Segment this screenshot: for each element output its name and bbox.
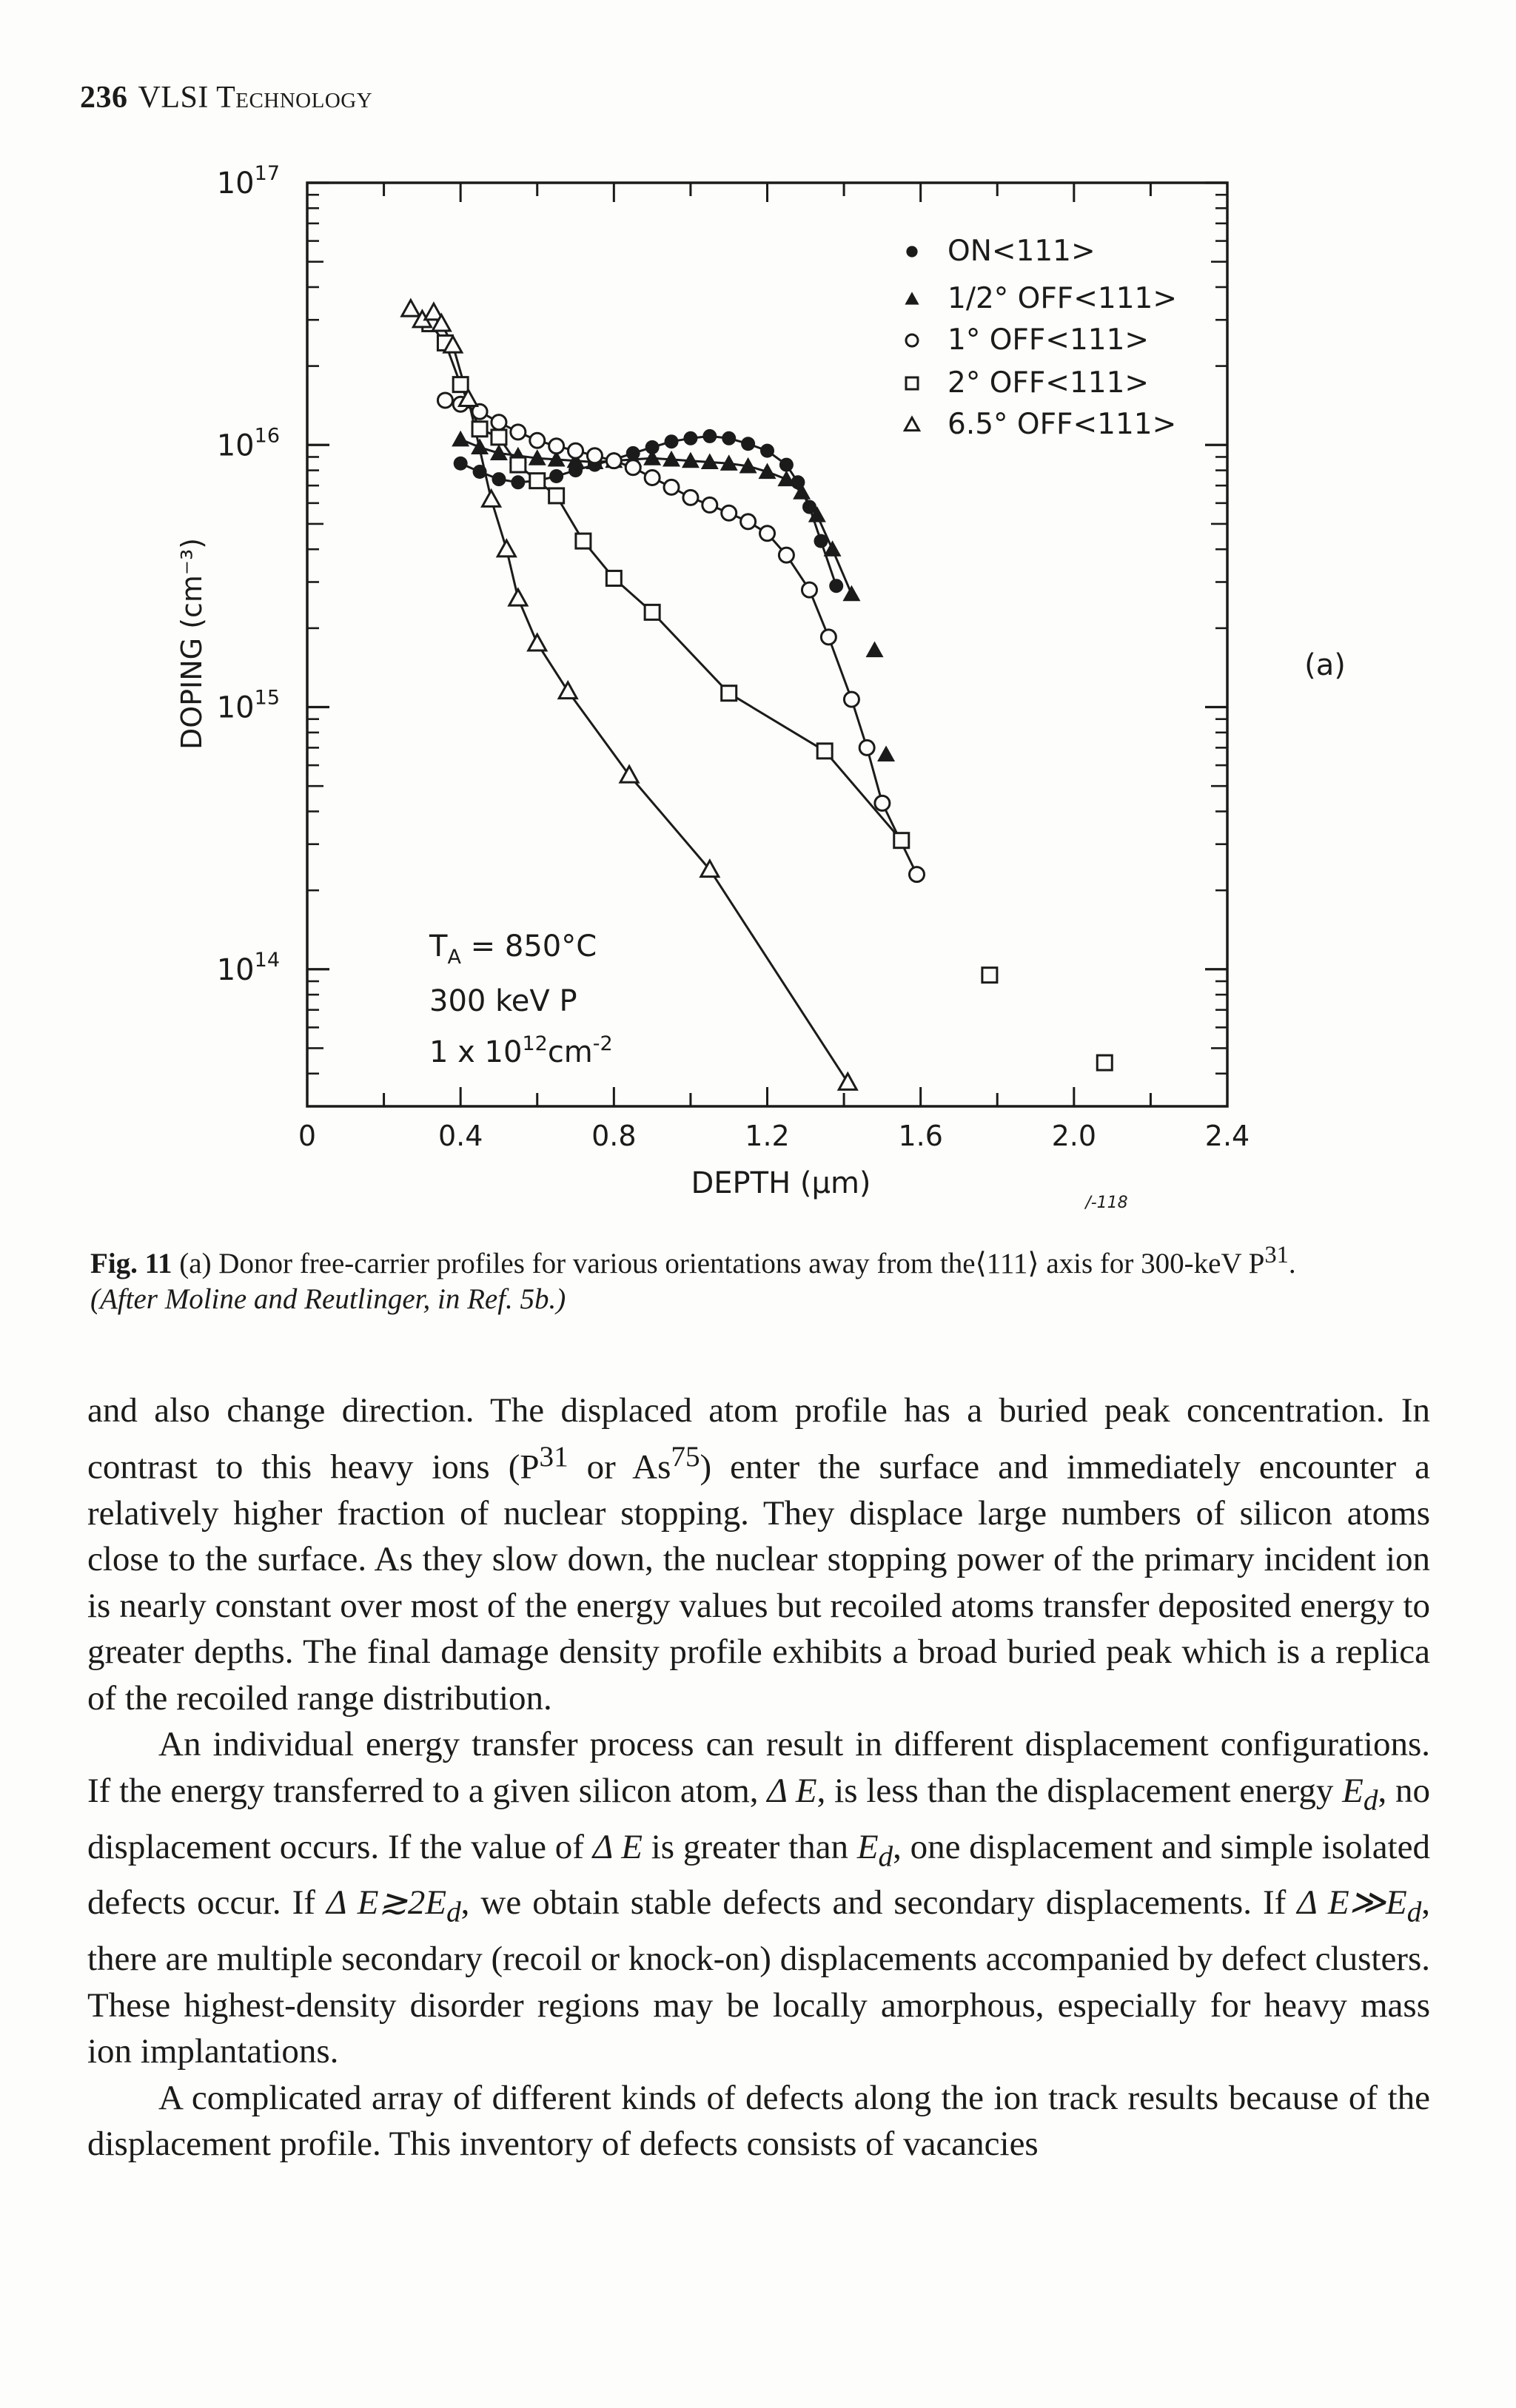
data-point-half-deg-off	[842, 585, 860, 602]
caption-orientation: ⟨111⟩	[975, 1248, 1039, 1279]
x-tick-label: 0.8	[591, 1120, 637, 1152]
x-tick-label: 1.6	[898, 1120, 943, 1152]
data-point-1deg-off	[722, 505, 737, 520]
data-point-1deg-off	[437, 393, 452, 408]
data-point-half-deg-off	[877, 745, 895, 761]
legend-marker	[906, 246, 917, 257]
data-point-1deg-off	[821, 630, 836, 645]
data-point-6p5deg-off	[509, 590, 527, 606]
y-tick-label: $10^{14}$	[216, 948, 280, 987]
p2-text-a: An individual energy transfer process can result in different displacement configurations. If the energy transferred to a given silicon atom,	[87, 1725, 1430, 1810]
data-point-1deg-off	[549, 439, 564, 454]
data-point-on-111	[511, 475, 525, 489]
data-point-half-deg-off	[452, 431, 469, 447]
legend-label: 1/2° OFF<111>	[948, 282, 1178, 315]
data-point-1deg-off	[625, 460, 640, 475]
data-point-6p5deg-off	[529, 634, 546, 650]
p2-text-g: , there are multiple secondary (recoil or knock-on) displacements accompanied by defect clusters. These highest-density disorder regions may be locally amorphous, especially for heavy mass ion implantations.	[87, 1883, 1431, 2071]
data-point-1deg-off	[664, 480, 679, 494]
x-tick-label: 0.4	[437, 1120, 483, 1152]
p2-ed-2-sub: d	[878, 1840, 893, 1872]
x-tick-label: 2.0	[1051, 1120, 1097, 1152]
data-point-2deg-off	[1097, 1055, 1112, 1070]
data-point-2deg-off	[549, 488, 564, 503]
legend-label: 6.5° OFF<111>	[948, 408, 1177, 441]
p1-sup-1: 31	[539, 1440, 568, 1473]
y-axis-title: DOPING (cm⁻³)	[175, 537, 208, 750]
legend-marker	[905, 292, 919, 304]
data-point-1deg-off	[779, 548, 794, 562]
p2-ed-1-sub: d	[1363, 1784, 1378, 1817]
caption-source: (After Moline and Reutlinger, in Ref. 5b.)	[90, 1283, 566, 1315]
data-point-1deg-off	[802, 582, 816, 597]
x-tick-label: 0	[298, 1120, 317, 1152]
data-point-1deg-off	[909, 867, 924, 882]
data-point-2deg-off	[817, 744, 832, 759]
data-point-on-111	[760, 444, 774, 458]
legend-marker	[905, 417, 919, 430]
data-point-1deg-off	[492, 415, 506, 430]
data-point-1deg-off	[760, 526, 775, 541]
data-point-on-111	[779, 458, 794, 472]
chart-legend	[905, 235, 1177, 441]
panel-label: (a)	[1304, 648, 1346, 682]
data-point-1deg-off	[702, 497, 717, 512]
p2-relation-1: Δ E≳2E	[326, 1883, 447, 1923]
corner-mark: /-118	[1085, 1194, 1128, 1212]
x-tick-label: 2.4	[1204, 1120, 1250, 1152]
p2-text-f: , we obtain stable defects and secondary displacements. If	[460, 1883, 1298, 1923]
data-point-6p5deg-off	[559, 682, 577, 699]
figure-caption	[90, 1237, 1452, 1317]
data-point-6p5deg-off	[497, 540, 515, 556]
data-point-1deg-off	[606, 454, 621, 468]
data-point-1deg-off	[511, 425, 526, 440]
condition-energy: 300 keV P	[429, 984, 577, 1018]
x-axis-title: DEPTH (μm)	[691, 1166, 871, 1200]
data-point-2deg-off	[511, 457, 526, 472]
p2-text-b: , is less than the displacement energy	[816, 1771, 1343, 1810]
data-point-1deg-off	[844, 692, 859, 707]
data-point-2deg-off	[982, 968, 997, 983]
data-point-1deg-off	[530, 433, 545, 448]
data-point-6p5deg-off	[483, 491, 500, 507]
p2-relation-1-sub: d	[446, 1896, 461, 1928]
data-point-on-111	[741, 437, 755, 451]
legend-marker	[906, 334, 918, 346]
p2-delta-e-2: Δ E	[592, 1827, 643, 1866]
data-point-6p5deg-off	[402, 300, 420, 317]
p2-ed-1: E	[1342, 1771, 1364, 1810]
data-point-2deg-off	[645, 605, 660, 619]
data-point-1deg-off	[741, 514, 756, 529]
paragraph-2	[87, 1721, 1430, 2075]
legend-label: ON<111>	[948, 235, 1096, 268]
data-point-on-111	[665, 434, 679, 448]
data-point-2deg-off	[472, 422, 487, 437]
p1-text-c: ) enter the surface and immediately encounter a relatively higher fraction of nuclear stopping. They displace large numbers of silicon atoms close to the surface. As they slow down, the nuclear stopping power of the primary incident ion is nearly constant over most of the energy values but recoiled atoms transfer deposited energy to greater depths. The final damage density profile exhibits a broad buried peak which is a replica of the recoiled range distribution.	[87, 1447, 1430, 1718]
data-point-2deg-off	[722, 686, 737, 701]
data-point-2deg-off	[492, 430, 506, 445]
data-point-on-111	[549, 469, 563, 483]
condition-dose: 1 x $10^{12}cm^{-2}$	[429, 1032, 613, 1069]
p2-text-e: , one displacement and simple isolated defects occur. If	[87, 1827, 1430, 1923]
data-point-on-111	[454, 457, 468, 471]
caption-isotope: 31	[1264, 1242, 1289, 1268]
data-point-on-111	[492, 472, 506, 486]
p2-delta-e-1: Δ E	[767, 1771, 817, 1810]
data-point-on-111	[702, 429, 717, 443]
y-tick-label: $10^{17}$	[216, 162, 280, 201]
data-point-on-111	[683, 431, 697, 445]
data-point-1deg-off	[568, 443, 583, 458]
data-point-1deg-off	[645, 471, 660, 485]
legend-marker	[906, 377, 918, 389]
data-point-6p5deg-off	[839, 1074, 856, 1090]
axis-labels	[175, 162, 1346, 1212]
data-point-2deg-off	[576, 534, 591, 548]
p2-ed-2: E	[856, 1827, 879, 1866]
data-point-2deg-off	[606, 571, 621, 585]
data-point-on-111	[814, 534, 828, 548]
p2-relation-2-sub: d	[1406, 1896, 1422, 1928]
data-point-on-111	[473, 465, 487, 479]
data-point-1deg-off	[859, 740, 874, 755]
data-point-2deg-off	[530, 474, 545, 488]
data-point-half-deg-off	[471, 438, 489, 454]
data-point-on-111	[829, 579, 843, 593]
p2-text-c: , no displacement occurs. If the value of	[87, 1771, 1431, 1866]
y-tick-label: $10^{16}$	[216, 424, 280, 463]
paragraph-1	[87, 1388, 1430, 1721]
journal-title: VLSI Technology	[138, 81, 373, 115]
x-tick-label: 1.2	[745, 1120, 790, 1152]
p1-sup-2: 75	[671, 1440, 700, 1473]
data-point-half-deg-off	[643, 449, 661, 465]
data-point-1deg-off	[683, 490, 698, 505]
caption-text-3: .	[1288, 1248, 1296, 1279]
p1-text-b: or As	[568, 1447, 671, 1487]
legend-label: 2° OFF<111>	[948, 366, 1150, 400]
data-point-on-111	[722, 431, 736, 445]
data-point-2deg-off	[453, 377, 468, 392]
caption-text-2: axis for 300-keV P	[1039, 1248, 1265, 1279]
data-point-half-deg-off	[866, 641, 884, 657]
caption-text-1: (a) Donor free-carrier profiles for various orientations away from the	[172, 1248, 976, 1279]
p2-relation-2: Δ E≫E	[1297, 1883, 1407, 1923]
body-text	[87, 1388, 1430, 2167]
condition-temperature: $T_A = 850^\circ C$	[429, 929, 597, 969]
p1-text-a: and also change direction. The displaced atom profile has a buried peak concentration. In contrast to this heavy ions (P	[87, 1391, 1430, 1487]
paragraph-3: A complicated array of different kinds of defects along the ion track results because of the displacement profile. This inventory of defects consists of vacancies	[87, 2078, 1430, 2164]
p2-text-d: is greater than	[642, 1827, 857, 1866]
data-point-1deg-off	[587, 448, 602, 463]
y-tick-label: $10^{15}$	[216, 686, 280, 725]
data-point-2deg-off	[894, 833, 909, 848]
caption-label: Fig. 11	[90, 1248, 172, 1279]
page-number: 236	[80, 81, 128, 115]
legend-label: 1° OFF<111>	[948, 323, 1150, 357]
data-point-6p5deg-off	[620, 766, 638, 782]
data-point-1deg-off	[875, 796, 890, 810]
